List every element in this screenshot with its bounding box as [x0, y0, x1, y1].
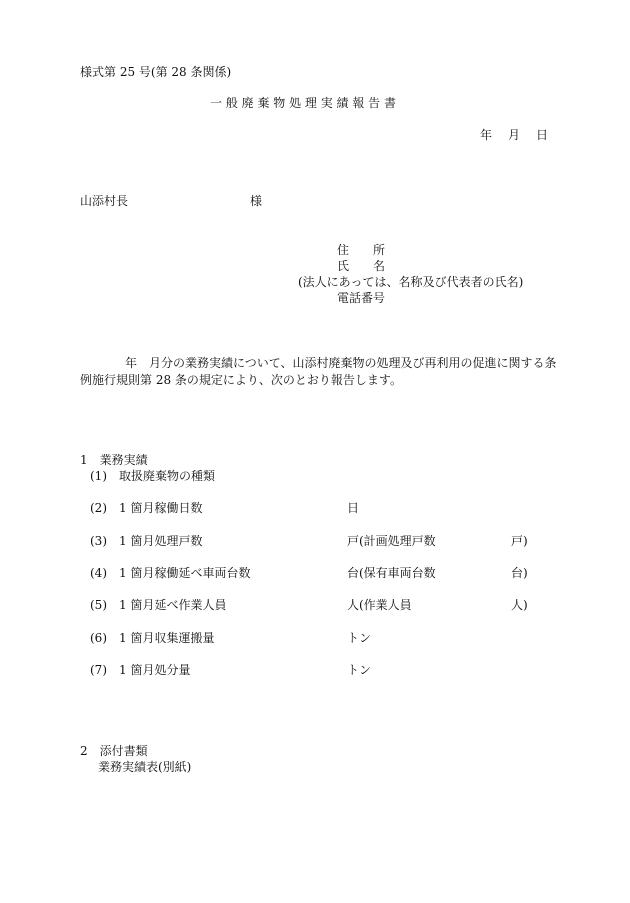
form-number: 様式第 25 号(第 28 条関係) — [80, 65, 232, 79]
item-label: 1 箇月稼働延べ車両台数 — [119, 566, 251, 580]
item-number: (7) — [90, 663, 107, 677]
item-number: (2) — [90, 501, 107, 515]
item-unit: トン — [347, 631, 372, 645]
section1-heading: 1 業務実績 — [80, 453, 148, 467]
item-number: (4) — [90, 566, 107, 580]
section2-heading: 2 添付書類 — [80, 744, 148, 758]
item-unit: 日 — [347, 501, 360, 515]
item-label: 1 箇月処理戸数 — [119, 534, 203, 548]
item-number: (6) — [90, 631, 107, 645]
item-extra-unit: 戸) — [511, 534, 528, 548]
attachment-item: 業務実績表(別紙) — [98, 760, 192, 774]
addressee-honorific: 様 — [250, 194, 263, 208]
document-title: 一 般 廃 棄 物 処 理 実 績 報 告 書 — [210, 96, 396, 110]
item-unit: 戸(計画処理戸数 — [347, 534, 436, 548]
address-label: 住 所 — [337, 243, 386, 257]
corporate-note: (法人にあっては、名称及び代表者の氏名) — [298, 275, 524, 289]
item-label: 1 箇月稼働日数 — [119, 501, 203, 515]
item-extra-unit: 台) — [511, 566, 528, 580]
item-unit: 台(保有車両台数 — [347, 566, 436, 580]
item-label: 1 箇月処分量 — [119, 663, 191, 677]
item-label: 1 箇月延べ作業人員 — [119, 598, 227, 612]
item-number: (1) — [90, 469, 107, 483]
date-line: 年 月 日 — [480, 128, 551, 142]
name-label: 氏 名 — [337, 259, 386, 273]
body-line-2: 例施行規則第 28 条の規定により、次のとおり報告します。 — [80, 373, 402, 387]
item-extra-unit: 人) — [511, 598, 528, 612]
item-unit: 人(作業人員 — [347, 598, 412, 612]
item-label: 1 箇月収集運搬量 — [119, 631, 215, 645]
item-number: (5) — [90, 598, 107, 612]
item-number: (3) — [90, 534, 107, 548]
body-line-1: 年 月分の業務実績について、山添村廃棄物の処理及び再利用の促進に関する条 — [125, 356, 557, 370]
addressee-name: 山添村長 — [80, 194, 129, 208]
item-unit: トン — [347, 663, 372, 677]
phone-label: 電話番号 — [337, 291, 386, 305]
item-label: 取扱廃棄物の種類 — [119, 469, 216, 483]
